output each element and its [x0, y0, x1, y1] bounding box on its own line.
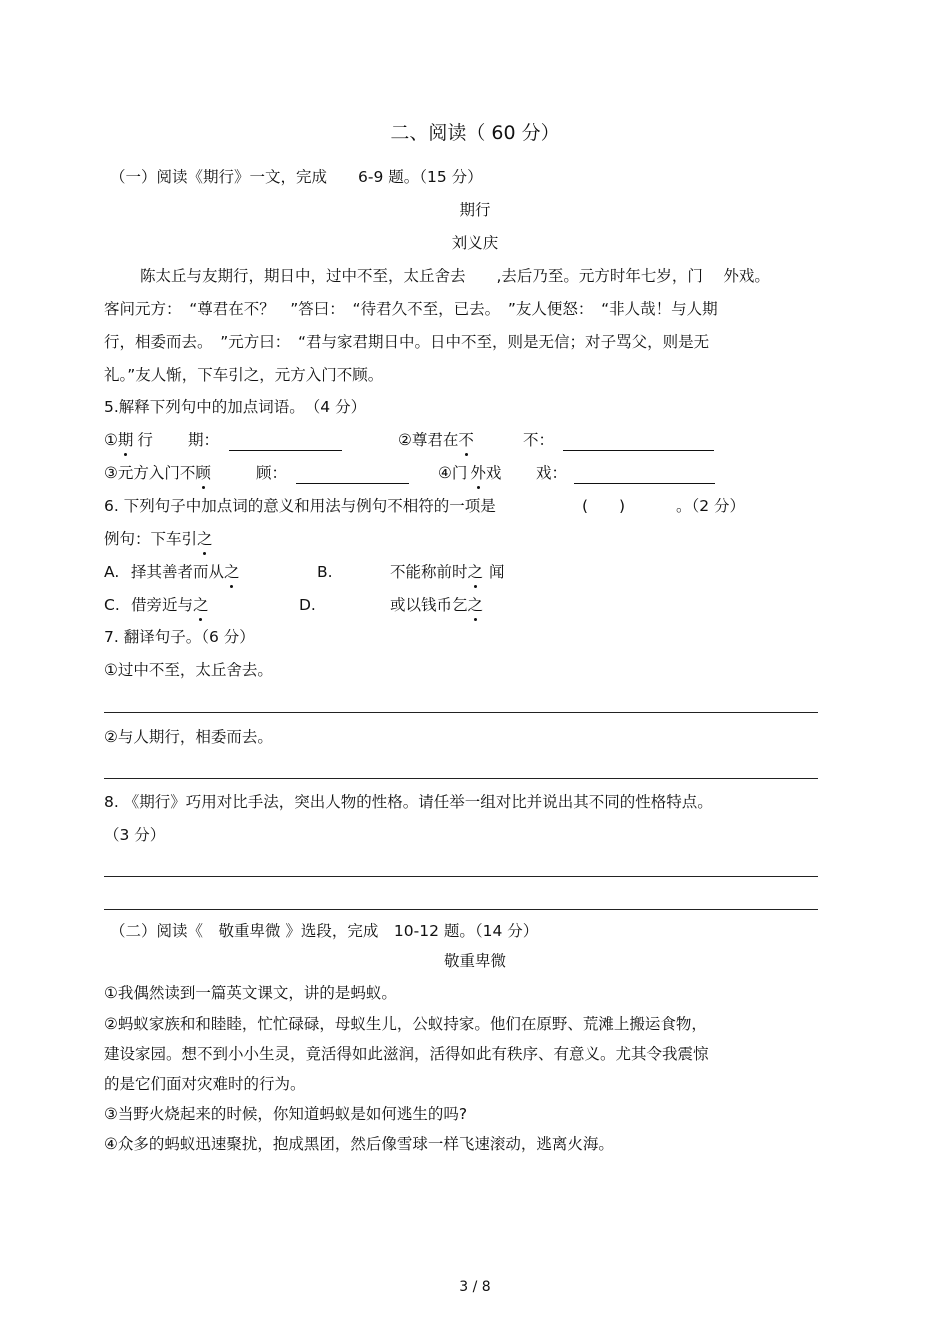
- passage2-line: ③当野火烧起来的时候，你知道蚂蚁是如何逃生的吗?: [104, 1105, 468, 1123]
- passage-line: 客问元方： “尊君在不？ ”答曰： “待君久不至，已去。 ”友人便怒： “非人哉！与人期: [104, 300, 718, 318]
- q7-sentence-2: ②与人期行，相委而去。: [104, 728, 273, 746]
- q5-item-after: 戏: [485, 464, 502, 482]
- dotted-word: 顾: [195, 464, 211, 482]
- answer-line[interactable]: [104, 712, 818, 713]
- option-text: 或以钱币乞: [390, 596, 468, 614]
- q6-option-b-letter: B.: [317, 563, 333, 581]
- passage-line: 陈太丘与友期行，期日中，过中不至，太丘舍去 ,去后乃至。元方时年七岁，门 外戏。: [140, 267, 770, 285]
- option-text: 择其善者而从: [131, 563, 225, 581]
- dotted-word: 不: [458, 431, 474, 449]
- option-text: 借旁近与: [131, 596, 194, 614]
- passage2-line: 建设家园。想不到小小生灵，竟活得如此滋润，活得如此有秩序、有意义。尤其令我震惊: [104, 1045, 709, 1063]
- option-text-after: 闻: [489, 563, 505, 581]
- q5-item-after: 行: [137, 431, 153, 449]
- passage-title: 期行: [459, 201, 491, 219]
- q5-item-3: [104, 466, 211, 482]
- q7-stem: 7. 翻译句子。（6 分）: [104, 628, 255, 646]
- passage2-line: ②蚂蚁家族和和睦睦，忙忙碌碌，母蚁生儿，公蚁持家。他们在原野、荒滩上搬运食物，: [104, 1015, 707, 1033]
- q6-answer-paren[interactable]: ( ): [582, 497, 626, 515]
- q5-label-2: 不：: [523, 431, 555, 449]
- answer-line[interactable]: [104, 876, 818, 877]
- q5-item-before: ④门: [438, 464, 468, 482]
- q6-example: [104, 532, 213, 548]
- q6-option-b: [390, 565, 505, 581]
- answer-blank[interactable]: [563, 450, 714, 451]
- q5-label-1: 期：: [188, 431, 220, 449]
- dotted-word: 期: [117, 431, 134, 449]
- q6-option-a-letter: A.: [104, 563, 120, 581]
- q5-item-2: [398, 433, 474, 449]
- dotted-word: 之: [224, 563, 240, 581]
- q6-score: 。（2 分）: [676, 497, 746, 515]
- q6-option-d-letter: D.: [299, 596, 316, 614]
- dotted-word: 之: [193, 596, 209, 614]
- answer-line[interactable]: [104, 909, 818, 910]
- passage2-line: ①我偶然读到一篇英文课文，讲的是蚂蚁。: [104, 984, 397, 1002]
- q6-option-c-letter: C.: [104, 596, 120, 614]
- q6-stem: 6. 下列句子中加点词的意义和用法与例句不相符的一项是: [104, 497, 496, 515]
- answer-line[interactable]: [104, 778, 818, 779]
- page-number: 3 / 8: [459, 1279, 491, 1295]
- q6-option-c: [131, 598, 209, 614]
- dotted-word: 外: [470, 464, 486, 482]
- section-title: 二、阅读（ 60 分）: [390, 122, 560, 144]
- q7-sentence-1: ①过中不至，太丘舍去。: [104, 661, 273, 679]
- answer-blank[interactable]: [296, 483, 409, 484]
- passage-line: 礼。”友人惭，下车引之，元方入门不顾。: [104, 366, 384, 384]
- answer-blank[interactable]: [574, 483, 715, 484]
- q6-option-a: [131, 565, 240, 581]
- option-text: 不能称前时: [390, 563, 468, 581]
- passage-line: 行，相委而去。 ”元方曰： “君与家君期日中。日中不至，则是无信；对子骂父，则是无: [104, 333, 710, 351]
- dotted-word: 之: [197, 530, 213, 548]
- q6-option-d: [390, 598, 483, 614]
- passage2-line: 的是它们面对灾难时的行为。: [104, 1075, 306, 1093]
- q5-item-before: ②尊君在: [398, 431, 459, 449]
- q5-item-before: ③元方入门不: [104, 464, 196, 482]
- q5-label-4: 戏：: [536, 464, 568, 482]
- dotted-word: 之: [467, 563, 484, 581]
- q5-label-3: 顾：: [256, 464, 288, 482]
- q5-item-4: [438, 466, 501, 482]
- passage2-title: 敬重卑微: [443, 952, 506, 970]
- part1-header: （一）阅读《期行》一文，完成 6-9 题。（15 分）: [110, 168, 483, 186]
- passage-author: 刘义庆: [451, 234, 499, 252]
- q6-example-text: 例句：下车引: [104, 530, 198, 548]
- q8-stem: 8. 《期行》巧用对比手法，突出人物的性格。请任举一组对比并说出其不同的性格特点。: [104, 793, 713, 811]
- passage2-line: ④众多的蚂蚁迅速聚扰，抱成黑团，然后像雪球一样飞速滚动，逃离火海。: [104, 1135, 614, 1153]
- part2-header: （二）阅读《 敬重卑微 》选段，完成 10-12 题。（14 分）: [110, 922, 539, 940]
- q8-score: （3 分）: [104, 826, 166, 844]
- answer-blank[interactable]: [229, 450, 342, 451]
- q5-item-1: [104, 433, 153, 449]
- q5-stem: 5.解释下列句中的加点词语。 （4 分）: [104, 398, 367, 416]
- q5-item-prefix: ①: [104, 431, 118, 449]
- dotted-word: 之: [467, 596, 484, 614]
